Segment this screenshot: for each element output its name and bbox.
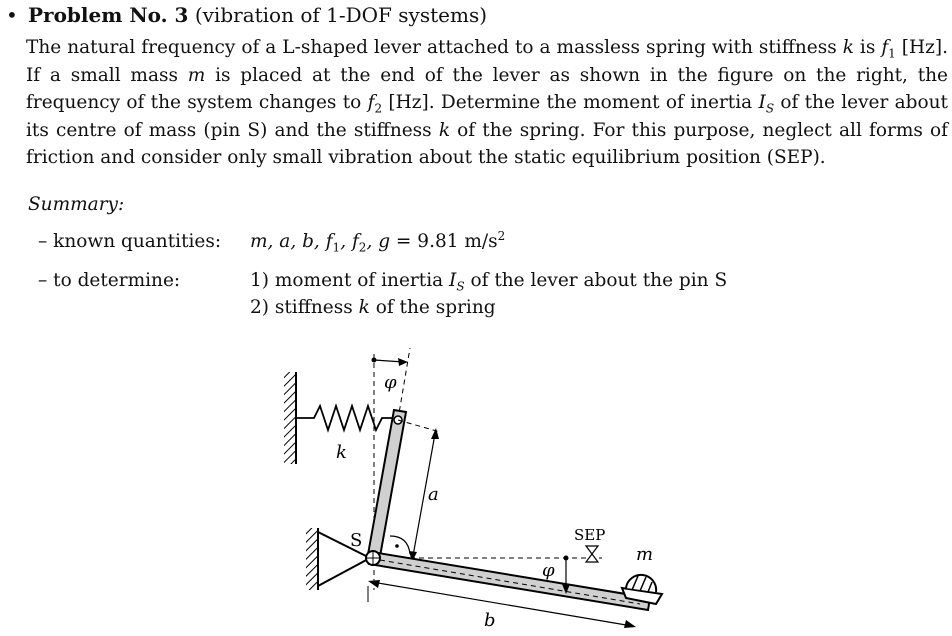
problem-number: Problem No. 3 [28, 3, 189, 27]
problem-heading [6, 2, 487, 28]
label-phi-top: φ [384, 372, 397, 393]
problem-statement: The natural frequency of a L-shaped lever attached to a massless spring with stiffness k is $f_1$ [Hz]. If a small mass m is placed at the end of the lever as shown in the figure on the right, the frequency of the system changes to $f_2$ [Hz]. Determine the moment of inertia $I_S$ of the lever about its centre of mass (pin S) and the stiffness k of the spring. For this purpose, neglect all forms of friction and consider only small vibration about the static equilibrium position (SEP). [26, 37, 948, 168]
phi-bottom-dot [564, 556, 569, 561]
lever-figure [270, 340, 670, 634]
to-determine-row [38, 267, 727, 294]
to-determine-row-2 [38, 294, 496, 321]
lever-horizontal-arm [369, 552, 650, 610]
summary-title: Summary: [28, 194, 125, 215]
problem-topic: (vibration of 1-DOF systems) [194, 3, 488, 27]
label-a: a [428, 484, 439, 505]
known-quantities-value: m, a, b, $f_1$, $f_2$, g = 9.81 $m/s^2$ [250, 228, 506, 255]
label-b: b [484, 610, 496, 631]
label-phi-bottom: φ [542, 560, 555, 581]
sep-marker-bottom [586, 554, 598, 562]
label-k: k [336, 442, 347, 463]
to-determine-label: – to determine: [38, 270, 181, 291]
label-m: m [636, 544, 654, 565]
label-SEP: SEP [574, 526, 606, 544]
known-quantities-label: – known quantities: [38, 231, 222, 252]
top-wall [284, 372, 296, 464]
to-determine-item-2: 2) stiffness k of the spring [250, 297, 496, 318]
label-S: S [350, 530, 363, 551]
lever-vertical-arm [367, 410, 406, 562]
bullet: • [6, 3, 18, 27]
known-quantities-row [38, 228, 505, 255]
right-angle-mark [390, 536, 410, 554]
to-determine-item-1: 1) moment of inertia $I_S$ of the lever about the pin S [250, 270, 728, 294]
spring [296, 406, 398, 430]
sep-marker-top [586, 546, 598, 554]
